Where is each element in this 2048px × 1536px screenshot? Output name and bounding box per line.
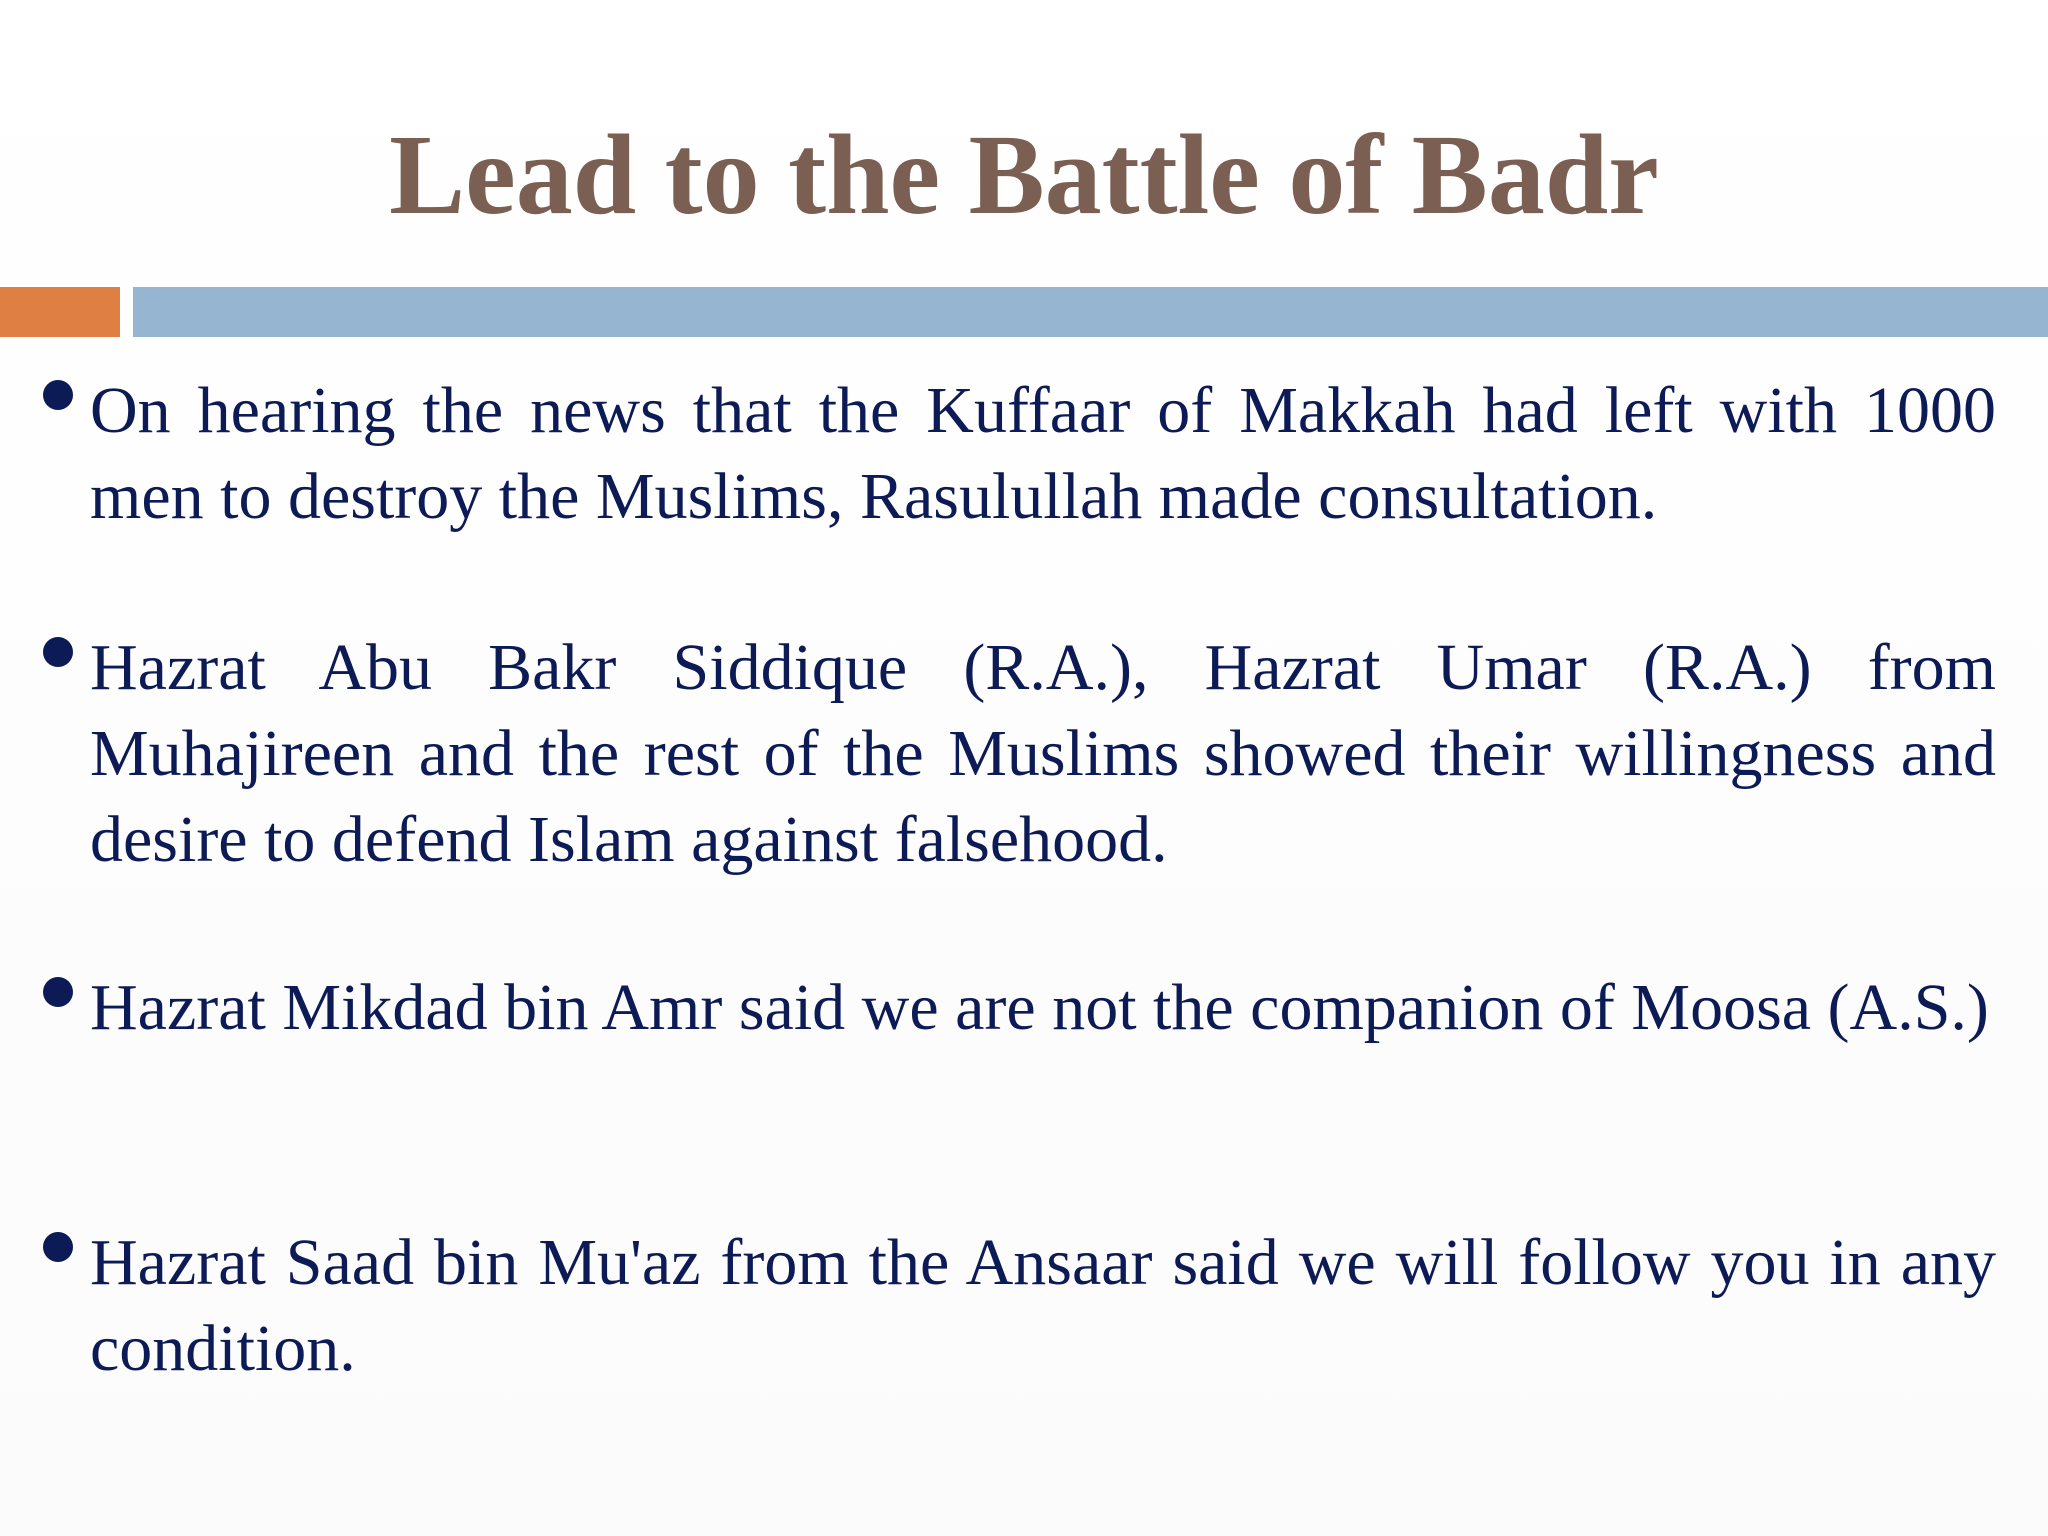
bullet-dot-icon xyxy=(43,637,73,667)
slide-title: Lead to the Battle of Badr xyxy=(389,111,1659,238)
bullet-dot-icon xyxy=(43,1232,73,1262)
bullet-text: On hearing the news that the Kuffaar of Makkah had left with 1000 men to destroy the Muslims, Rasulullah made consultation. xyxy=(90,374,1996,533)
bullet-text: Hazrat Mikdad bin Amr said we are not the companion of Moosa (A.S.) xyxy=(90,971,1989,1044)
bullet-text: Hazrat Saad bin Mu'az from the Ansaar said we will follow you in any condition. xyxy=(90,1226,1996,1385)
bullet-dot-icon xyxy=(43,977,73,1007)
bullet-text: Hazrat Abu Bakr Siddique (R.A.), Hazrat Umar (R.A.) from Muhajireen and the rest of the Muslims showed their willingness and desire to defend Islam against falsehood. xyxy=(90,631,1996,876)
bullet-dot-icon xyxy=(43,380,73,410)
